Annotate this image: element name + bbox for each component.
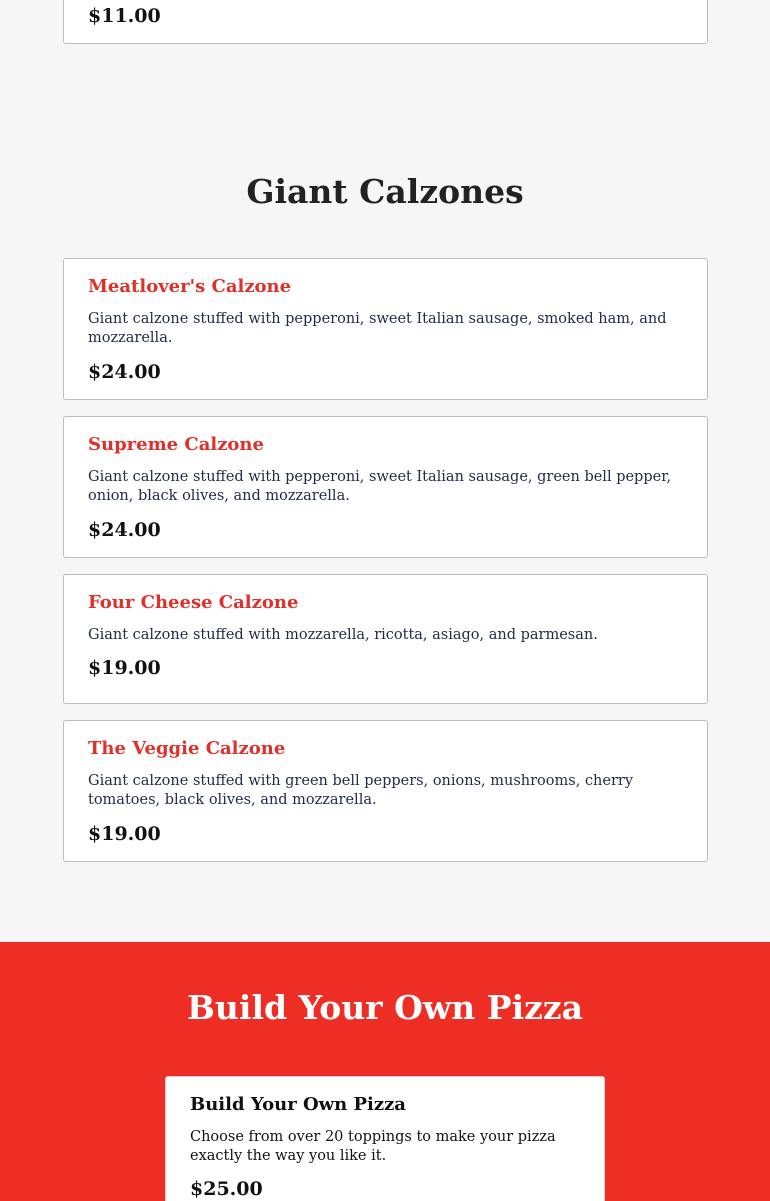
build-your-own-card[interactable] [165,1076,605,1201]
menu-item-card [63,0,708,44]
item-price: $11.00 [88,5,161,27]
item-name: The Veggie Calzone [88,738,286,759]
item-price: $24.00 [88,361,161,383]
menu-item-card-four-cheese-calzone[interactable] [63,574,708,704]
section-title-giant-calzones: Giant Calzones [246,172,524,211]
item-price: $24.00 [88,519,161,541]
item-price: $19.00 [88,657,161,679]
item-name: Four Cheese Calzone [88,592,299,613]
item-description: Giant calzone stuffed with pepperoni, sweet Italian sausage, green bell pepper, onion, black olives, and mozzarella. [88,469,672,504]
byo-item-price: $25.00 [190,1178,263,1200]
item-description: Giant calzone stuffed with mozzarella, ricotta, asiago, and parmesan. [88,627,598,643]
byo-item-name: Build Your Own Pizza [190,1094,406,1115]
menu-item-card-supreme-calzone[interactable] [63,416,708,558]
item-price: $19.00 [88,823,161,845]
section-title-build-your-own-pizza: Build Your Own Pizza [187,988,583,1027]
byo-item-description: Choose from over 20 toppings to make your pizza exactly the way you like it. [190,1129,556,1164]
item-name: Meatlover's Calzone [88,276,292,297]
item-description: Giant calzone stuffed with pepperoni, sweet Italian sausage, smoked ham, and mozzarella. [88,311,667,346]
build-your-own-section [0,942,770,1201]
menu-item-card-meatlovers-calzone[interactable] [63,258,708,400]
item-description: Giant calzone stuffed with green bell peppers, onions, mushrooms, cherry tomatoes, black olives, and mozzarella. [88,773,634,808]
item-name: Supreme Calzone [88,434,264,455]
menu-item-card-veggie-calzone[interactable] [63,720,708,862]
